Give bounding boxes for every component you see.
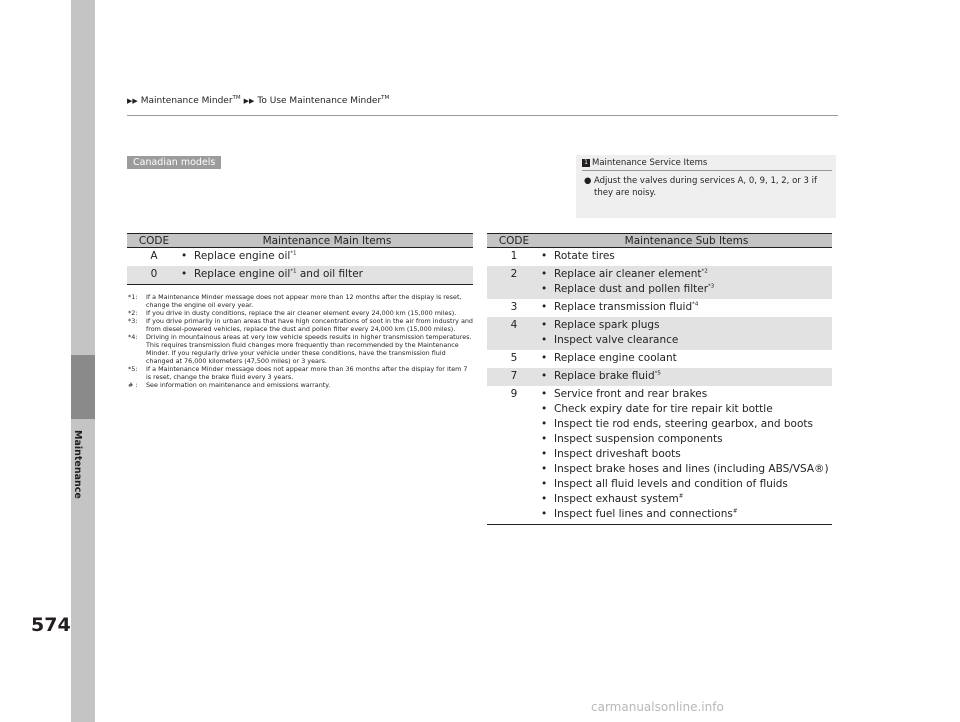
row-code: 1	[510, 250, 518, 262]
bullet-icon: •	[541, 388, 548, 400]
bullet-icon: •	[541, 433, 548, 445]
footnote: *3: If you drive primarily in urban areas that have high concentrations of soot in the air from industry and from diesel-powered vehicles, replace the dust and pollen filter every 24,000 km (15,000 miles).	[128, 317, 473, 333]
bullet-icon: •	[541, 463, 548, 475]
watermark: carmanualsonline.info	[591, 700, 724, 714]
row-code: 0	[150, 268, 158, 280]
sub-header-code: CODE	[498, 234, 530, 247]
list-item: • Inspect fuel lines and connections#	[541, 508, 738, 520]
list-item: • Replace dust and pollen filter$^{*3}$	[541, 283, 715, 295]
footnote: *2: If you drive in dusty conditions, replace the air cleaner element every 24,000 km (15,000 miles).	[128, 309, 457, 317]
bullet-icon: •	[541, 319, 548, 331]
sidenote-divider	[582, 170, 832, 171]
row-code: 4	[510, 319, 518, 331]
table-row	[487, 317, 832, 350]
page-number: 574	[31, 614, 71, 636]
bullet-icon: •	[541, 370, 548, 382]
region-badge: Canadian models	[127, 156, 221, 169]
bullet-icon: •	[541, 493, 548, 505]
table-row	[487, 350, 832, 368]
bullet-icon: •	[541, 268, 548, 280]
row-code: 7	[510, 370, 518, 382]
list-item: • Inspect valve clearance	[541, 334, 679, 346]
bullet-icon: •	[541, 301, 548, 313]
footnotes	[128, 293, 473, 389]
list-item: • Service front and rear brakes	[541, 388, 708, 400]
main-table-header	[127, 233, 473, 248]
bullet-icon: •	[541, 250, 548, 262]
list-item: • Rotate tires	[541, 250, 615, 262]
table-row	[487, 368, 832, 386]
footnote: *4: Driving in mountainous areas at very low vehicle speeds results in higher transmission temperatures. This requires transmission fluid changes more frequently than recommended by the Maintenance Minder. If you regularly drive your vehicle under these conditions, have the transmission fluid changed at 76,000 kilometers (47,500 miles) or 3 years.	[128, 333, 472, 365]
sidenote-box	[576, 155, 836, 218]
sidenote-marker-icon: 1	[582, 159, 590, 167]
table-row	[487, 386, 832, 524]
row-code: A	[150, 250, 158, 262]
list-item: • Inspect brake hoses and lines (including ABS/VSA®)	[541, 463, 829, 475]
bullet-icon: •	[541, 334, 548, 346]
list-item: • Inspect all fluid levels and condition of fluids	[541, 478, 788, 490]
bullet-icon: •	[541, 283, 548, 295]
list-item: • Inspect driveshaft boots	[541, 448, 681, 460]
section-tab-marker	[71, 355, 95, 419]
row-code: 5	[510, 352, 518, 364]
breadcrumb-separator-icon: ▶▶	[243, 97, 255, 105]
table-bottom-rule	[127, 284, 473, 285]
bullet-icon: •	[541, 403, 548, 415]
bullet-icon: •	[541, 478, 548, 490]
list-item: • Replace engine oil$^{*1}$	[181, 250, 297, 262]
list-item: • Inspect suspension components	[541, 433, 723, 445]
main-items-table	[127, 233, 473, 285]
main-header-code: CODE	[138, 234, 170, 247]
sidenote-text: ● Adjust the valves during services A, 0, 9, 1, 2, or 3 if they are noisy.	[584, 176, 817, 198]
list-item: • Replace transmission fluid$^{*4}$	[541, 301, 699, 313]
breadcrumb-item-maintenance-minder[interactable]: Maintenance Minder™	[140, 95, 241, 106]
table-row	[487, 266, 832, 299]
breadcrumb	[127, 96, 389, 106]
list-item: • Inspect exhaust system#	[541, 493, 684, 505]
table-row	[127, 248, 473, 266]
breadcrumb-item-to-use[interactable]: To Use Maintenance Minder™	[257, 95, 390, 106]
section-sidebar	[71, 0, 95, 722]
bullet-icon: •	[541, 448, 548, 460]
bullet-icon: •	[181, 268, 188, 280]
footnote: *5: If a Maintenance Minder message does not appear more than 36 months after the display for item 7 is reset, change the brake fluid every 3 years.	[128, 365, 468, 381]
row-code: 9	[510, 388, 518, 400]
list-item: • Check expiry date for tire repair kit bottle	[541, 403, 773, 415]
table-row	[487, 299, 832, 317]
table-row	[127, 266, 473, 284]
list-item: • Replace air cleaner element$^{*2}$	[541, 268, 708, 280]
list-item: • Replace spark plugs	[541, 319, 660, 331]
bullet-icon: ●	[584, 176, 592, 186]
section-label: Maintenance	[72, 430, 83, 499]
bullet-icon: •	[541, 352, 548, 364]
footnote: *1: If a Maintenance Minder message does not appear more than 12 months after the display is reset, change the engine oil every year.	[128, 293, 462, 309]
table-bottom-rule	[487, 524, 832, 525]
bullet-icon: •	[541, 418, 548, 430]
list-item: • Replace engine oil$^{*1}$ and oil filter	[181, 268, 363, 280]
bullet-icon: •	[181, 250, 188, 262]
sub-header-items: Maintenance Sub Items	[624, 234, 749, 247]
row-code: 2	[510, 268, 518, 280]
sub-table-header	[487, 233, 832, 248]
main-header-items: Maintenance Main Items	[262, 234, 392, 247]
list-item: • Inspect tie rod ends, steering gearbox, and boots	[541, 418, 813, 430]
breadcrumb-arrows-icon: ▶▶	[127, 97, 138, 105]
bullet-icon: •	[541, 508, 548, 520]
list-item: • Replace engine coolant	[541, 352, 677, 364]
header-divider	[127, 115, 838, 116]
footnote: # : See information on maintenance and emissions warranty.	[128, 381, 331, 389]
sidenote-title: 1 Maintenance Service Items	[582, 158, 707, 168]
list-item: • Replace brake fluid$^{*5}$	[541, 370, 661, 382]
table-row	[487, 248, 832, 266]
sub-items-table	[487, 233, 832, 525]
row-code: 3	[510, 301, 518, 313]
